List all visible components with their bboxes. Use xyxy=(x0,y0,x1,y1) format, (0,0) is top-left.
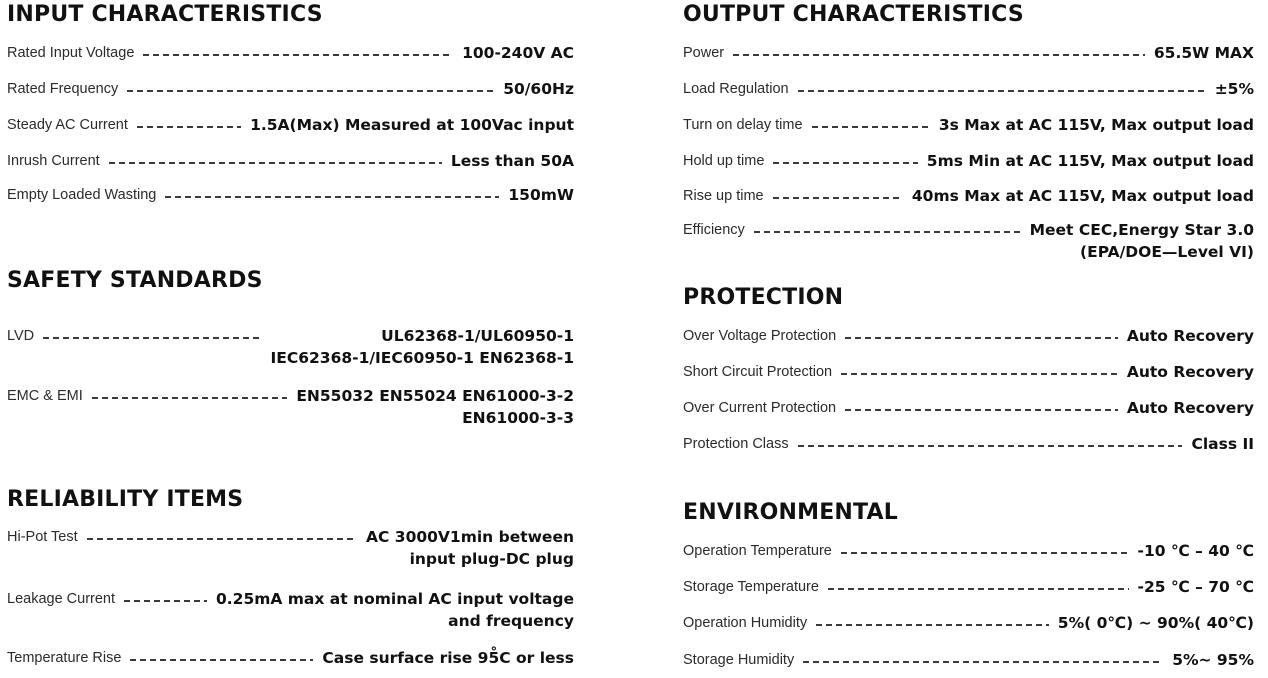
spec-row xyxy=(683,649,1254,671)
spec-row xyxy=(7,114,574,136)
spec-row xyxy=(7,325,574,369)
spec-label: Load Regulation xyxy=(683,81,789,97)
dotted-leader xyxy=(130,659,313,661)
spec-row xyxy=(7,588,574,632)
spec-value xyxy=(930,114,1254,136)
spec-value-line: 65.5W MAX xyxy=(1153,44,1254,62)
spec-value xyxy=(1129,576,1254,598)
spec-row xyxy=(683,42,1254,64)
spec-value-line: Class II xyxy=(1191,435,1254,453)
spec-value xyxy=(494,78,574,100)
spec-row xyxy=(7,42,574,64)
dotted-leader xyxy=(124,600,207,602)
spec-value-line: 0.25mA max at nominal AC input voltage xyxy=(216,590,574,608)
spec-value-line: 5%( 0℃) ~ 90%( 40℃) xyxy=(1057,614,1254,632)
spec-row xyxy=(683,78,1254,100)
spec-row xyxy=(683,325,1254,347)
spec-value-line: -10 ℃ – 40 ℃ xyxy=(1137,542,1254,560)
spec-value-line: (EPA/DOE—Level VI) xyxy=(1080,243,1254,261)
spec-label: Hi-Pot Test xyxy=(7,529,78,545)
spec-label: Empty Loaded Wasting xyxy=(7,187,157,203)
spec-value-line: EN55032 EN55024 EN61000-3-2 xyxy=(296,387,574,405)
spec-row xyxy=(7,184,574,206)
section-title: PROTECTION xyxy=(683,285,844,310)
spec-row xyxy=(7,78,574,100)
spec-value xyxy=(918,150,1254,172)
spec-value-line: 50/60Hz xyxy=(503,80,574,98)
spec-value xyxy=(903,185,1254,207)
spec-row xyxy=(683,114,1254,136)
spec-value xyxy=(1118,325,1254,347)
dotted-leader xyxy=(165,196,499,198)
spec-label: Protection Class xyxy=(683,436,789,452)
spec-label: Temperature Rise xyxy=(7,650,122,666)
dotted-leader xyxy=(733,54,1145,56)
spec-value xyxy=(453,42,574,64)
spec-row xyxy=(683,397,1254,419)
spec-value xyxy=(1145,42,1254,64)
spec-label: Rated Frequency xyxy=(7,81,119,97)
spec-value xyxy=(442,150,574,172)
spec-value-line: 150mW xyxy=(508,186,574,204)
spec-value xyxy=(261,325,574,369)
spec-row xyxy=(683,540,1254,562)
spec-label: Hold up time xyxy=(683,153,765,169)
spec-label: Operation Temperature xyxy=(683,543,832,559)
spec-value-line: -25 ℃ – 70 ℃ xyxy=(1137,578,1254,596)
spec-label: Storage Humidity xyxy=(683,652,795,668)
dotted-leader xyxy=(92,397,288,399)
spec-value-line: Meet CEC,Energy Star 3.0 xyxy=(1029,221,1254,239)
spec-value xyxy=(1163,649,1254,671)
spec-label: Over Current Protection xyxy=(683,400,837,416)
spec-value xyxy=(287,385,574,429)
spec-value-line: 5ms Min at AC 115V, Max output load xyxy=(926,152,1254,170)
spec-row xyxy=(683,576,1254,598)
spec-row xyxy=(683,361,1254,383)
dotted-leader xyxy=(773,197,903,199)
spec-value-line: Case surface rise 95̊C or less xyxy=(322,649,574,667)
spec-value-line: Auto Recovery xyxy=(1126,363,1254,381)
spec-value xyxy=(1129,540,1254,562)
spec-row xyxy=(7,647,574,669)
spec-value-line: 5%~ 95% xyxy=(1172,651,1254,669)
dotted-leader xyxy=(845,337,1118,339)
spec-value xyxy=(357,526,574,570)
spec-label: Turn on delay time xyxy=(683,117,803,133)
spec-value xyxy=(241,114,574,136)
section-title: ENVIRONMENTAL xyxy=(683,500,898,525)
spec-label: Power xyxy=(683,45,725,61)
spec-value-line: and frequency xyxy=(448,612,574,630)
dotted-leader xyxy=(841,552,1129,554)
dotted-leader xyxy=(109,162,442,164)
spec-value-line: Less than 50A xyxy=(450,152,574,170)
spec-label: Operation Humidity xyxy=(683,615,808,631)
spec-label: Leakage Current xyxy=(7,591,116,607)
dotted-leader xyxy=(143,54,453,56)
dotted-leader xyxy=(754,231,1021,233)
dotted-leader xyxy=(828,588,1129,590)
spec-label: LVD xyxy=(7,328,35,344)
spec-value xyxy=(1206,78,1254,100)
dotted-leader xyxy=(798,445,1183,447)
spec-value xyxy=(499,184,574,206)
spec-value-line: Auto Recovery xyxy=(1126,399,1254,417)
spec-label: Storage Temperature xyxy=(683,579,819,595)
dotted-leader xyxy=(812,126,930,128)
spec-row xyxy=(7,150,574,172)
spec-label: Efficiency xyxy=(683,222,745,238)
spec-value-line: Auto Recovery xyxy=(1126,327,1254,345)
spec-value-line: 1.5A(Max) Measured at 100Vac input xyxy=(250,116,574,134)
spec-row xyxy=(7,526,574,570)
dotted-leader xyxy=(43,337,261,339)
spec-value-line: UL62368-1/UL60950-1 xyxy=(381,327,574,345)
spec-label: Rise up time xyxy=(683,188,764,204)
spec-row xyxy=(683,612,1254,634)
spec-value xyxy=(1021,219,1254,263)
spec-value xyxy=(1118,361,1254,383)
spec-label: Steady AC Current xyxy=(7,117,128,133)
spec-value-line: input plug-DC plug xyxy=(409,550,574,568)
spec-row xyxy=(683,185,1254,207)
spec-value-line: 100-240V AC xyxy=(462,44,574,62)
spec-row xyxy=(683,150,1254,172)
dotted-leader xyxy=(816,624,1049,626)
spec-value xyxy=(1182,433,1254,455)
spec-value-line: 40ms Max at AC 115V, Max output load xyxy=(911,187,1254,205)
section-title: OUTPUT CHARACTERISTICS xyxy=(683,2,1024,27)
spec-row xyxy=(683,219,1254,263)
dotted-leader xyxy=(798,90,1206,92)
spec-value xyxy=(1049,612,1254,634)
dotted-leader xyxy=(137,126,241,128)
dotted-leader xyxy=(127,90,494,92)
dotted-leader xyxy=(773,162,917,164)
dotted-leader xyxy=(803,661,1163,663)
spec-value-line: AC 3000V1min between xyxy=(366,528,574,546)
dotted-leader xyxy=(841,373,1118,375)
spec-label: Over Voltage Protection xyxy=(683,328,837,344)
dotted-leader xyxy=(845,409,1118,411)
spec-value xyxy=(1118,397,1254,419)
spec-row xyxy=(7,385,574,429)
spec-label: Inrush Current xyxy=(7,153,100,169)
dotted-leader xyxy=(87,538,357,540)
spec-row xyxy=(683,433,1254,455)
spec-value-line: EN61000-3-3 xyxy=(462,409,574,427)
spec-value xyxy=(207,588,574,632)
spec-label: Rated Input Voltage xyxy=(7,45,135,61)
spec-value xyxy=(313,647,574,669)
spec-value-line: IEC62368-1/IEC60950-1 EN62368-1 xyxy=(270,349,574,367)
spec-value-line: ±5% xyxy=(1214,80,1254,98)
spec-label: Short Circuit Protection xyxy=(683,364,833,380)
section-title: RELIABILITY ITEMS xyxy=(7,487,244,512)
section-title: SAFETY STANDARDS xyxy=(7,268,263,293)
section-title: INPUT CHARACTERISTICS xyxy=(7,2,323,27)
spec-value-line: 3s Max at AC 115V, Max output load xyxy=(938,116,1254,134)
spec-label: EMC & EMI xyxy=(7,388,83,404)
